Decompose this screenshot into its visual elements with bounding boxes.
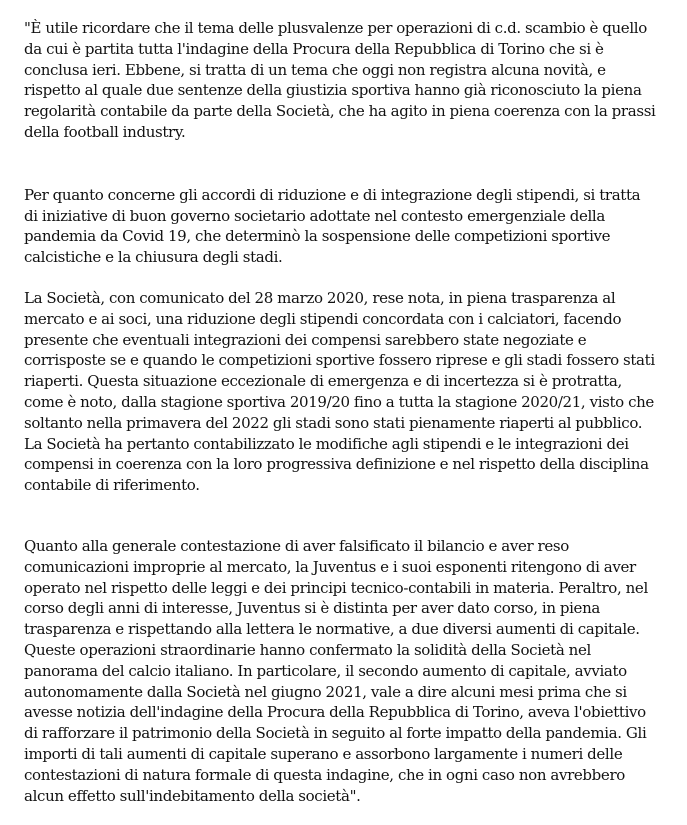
text-line: come è noto, dalla stagione sportiva 2019/20 fino a tutta la stagione 2020/21, visto che [24, 392, 654, 411]
paragraph-comunicato [24, 288, 672, 496]
text-line: presente che eventuali integrazioni dei compensi sarebbero state negoziate e [24, 330, 587, 349]
text-line: importi di tali aumenti di capitale superano e assorbono largamente i numeri delle [24, 744, 623, 763]
text-line: Per quanto concerne gli accordi di riduzione e di integrazione degli stipendi, si tratta [24, 185, 641, 204]
paragraph-stipendi [24, 185, 672, 268]
text-line: La Società, con comunicato del 28 marzo 2020, rese nota, in piena trasparenza al [24, 288, 616, 307]
text-line: riaperti. Questa situazione eccezionale di emergenza e di incertezza si è protratta, [24, 372, 622, 391]
document-body [24, 8, 672, 806]
text-line: "È utile ricordare che il tema delle plusvalenze per operazioni di c.d. scambio è quello [24, 19, 647, 37]
text-line: trasparenza e rispettando alla lettera le normative, a due diversi aumenti di capitale. [24, 620, 640, 639]
text-line: mercato e ai soci, una riduzione degli stipendi concordata con i calciatori, facendo [24, 309, 622, 328]
text-line: corrisposte se e quando le competizioni sportive fossero riprese e gli stadi fossero stati [24, 351, 655, 370]
text-line: La Società ha pertanto contabilizzato le modifiche agli stipendi e le integrazioni dei [24, 434, 629, 453]
text-line: soltanto nella primavera del 2022 gli stadi sono stati pienamente riaperti al pubblico. [24, 413, 643, 432]
paragraph-plusvalenze [24, 18, 672, 143]
text-line: regolarità contabile da parte della Società, che ha agito in piena coerenza con la prassi [24, 102, 656, 121]
text-line: autonomamente dalla Società nel giugno 2021, vale a dire alcuni mesi prima che si [24, 682, 627, 701]
text-line: da cui è partita tutta l'indagine della Procura della Repubblica di Torino che si è [24, 39, 604, 58]
paragraph-bilancio [24, 536, 672, 806]
text-line: rispetto al quale due sentenze della giustizia sportiva hanno già riconosciuto la piena [24, 81, 642, 100]
text-line: contabile di riferimento. [24, 476, 200, 495]
text-line: calcistiche e la chiusura degli stadi. [24, 248, 283, 267]
text-line: panorama del calcio italiano. In particolare, il secondo aumento di capitale, avviato [24, 661, 627, 680]
text-line: avesse notizia dell'indagine della Procura della Repubblica di Torino, aveva l'obiettivo [24, 703, 646, 722]
text-line: pandemia da Covid 19, che determinò la sospensione delle competizioni sportive [24, 227, 611, 246]
text-line: della football industry. [24, 122, 186, 141]
text-line: Quanto alla generale contestazione di aver falsificato il bilancio e aver reso [24, 536, 569, 555]
text-line: corso degli anni di interesse, Juventus si è distinta per aver dato corso, in piena [24, 599, 600, 618]
text-line: comunicazioni improprie al mercato, la Juventus e i suoi esponenti ritengono di aver [24, 557, 636, 576]
text-line: di rafforzare il patrimonio della Società in seguito al forte impatto della pandemia. Gli [24, 724, 647, 743]
text-line: alcun effetto sull'indebitamento della società". [24, 786, 361, 805]
text-line: operato nel rispetto delle leggi e dei principi tecnico-contabili in materia. Peraltro, nel [24, 578, 648, 597]
text-line: contestazioni di natura formale di questa indagine, che in ogni caso non avrebbero [24, 765, 625, 784]
text-line: Queste operazioni straordinarie hanno confermato la solidità della Società nel [24, 640, 591, 659]
text-line: di iniziative di buon governo societario adottate nel contesto emergenziale della [24, 206, 605, 225]
text-line: compensi in coerenza con la loro progressiva definizione e nel rispetto della disciplina [24, 455, 649, 474]
text-line: conclusa ieri. Ebbene, si tratta di un tema che oggi non registra alcuna novità, e [24, 60, 606, 79]
